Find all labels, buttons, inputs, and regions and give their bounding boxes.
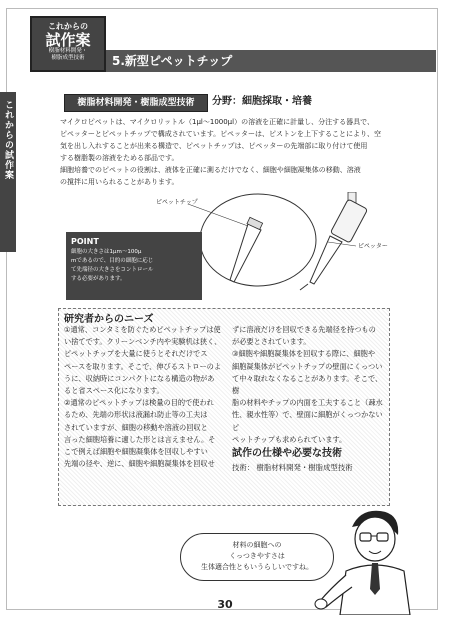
point-line: 細胞の大きさは1μm〜100μ [71, 249, 142, 255]
needs-line: ると省スペース化になります。 [64, 386, 164, 396]
needs-line: 脂の材料やチップの内面を工夫すること（疎水 [232, 398, 383, 408]
needs-line: ペースを取ります。そこで、伸びるストローのよ [64, 361, 222, 371]
intro-line: 細胞培養でのピペットの役割は、液体を正確に測るだけでなく、細胞や細胞凝集体の移動、溶液 [60, 166, 361, 174]
needs-line: うに、収納時にコンパクトになる構造の物があ [64, 373, 215, 383]
bubble-line: 材料の細胞への [232, 541, 282, 549]
intro-text [60, 116, 388, 188]
needs-line: ③細胞や細胞凝集体を回収する際に、細胞や [232, 349, 376, 359]
tip-closeup-circle [200, 194, 316, 286]
needs-left-column [64, 324, 222, 470]
needs-line: 先端の径や、逆に、細胞や細胞凝集体を回収せ [64, 459, 215, 469]
intro-line: ピペッターとピペットチップで構成されています。ピペッターは、ピストンを上下することにより、空 [60, 130, 382, 138]
side-label: これからの試作案 [3, 100, 13, 180]
needs-title: 研究者からのニーズ [64, 314, 154, 325]
bubble-line: くっつきやすさは [229, 552, 285, 560]
needs-line: 言った細胞培養に適した形とは言えません。そ [64, 434, 216, 444]
needs-line: が必要とされています。 [232, 337, 311, 347]
needs-line: て中々取れなくなることがあります。そこで、樹 [232, 373, 383, 396]
pipetter-label: ピペッター [358, 243, 388, 250]
bubble-line: 生体適合性ともいうらしいですね。 [201, 563, 313, 571]
spec-line: 技術： 樹脂材料開発・樹脂成型技術 [232, 463, 353, 472]
intro-line: の撹拌に用いられることがあります。 [60, 178, 179, 186]
field-label: 分野：細胞採取・培養 [212, 96, 312, 107]
needs-line: ずに溶液だけを回収できる先端径を持つもの [232, 325, 376, 334]
needs-line: 細胞凝集体がピペットチップの壁面にくっつい [232, 361, 383, 371]
needs-line: 性、親水性等）で、壁面に細胞がくっつかないピ [232, 410, 383, 432]
spec-title: 試作の仕様や必要な技術 [232, 448, 342, 459]
intro-line: する樹脂製の溶液をためる部品です。 [60, 154, 179, 162]
speech-bubble [180, 533, 334, 581]
point-line: て先端径の大きさをコントロール [71, 267, 154, 273]
tech-label: 樹脂材料開発・樹脂成型技術 [64, 94, 208, 112]
badge-line3a: 樹脂材料開発・ [48, 48, 88, 54]
needs-line: ①通常、コンタミを防ぐためピペットチップは使 [64, 325, 221, 334]
needs-line: ②通常のピペットチップは検量の目的で使われ [64, 398, 214, 408]
tip-label: ピペットチップ [156, 199, 198, 206]
badge-line2: 試作案 [45, 31, 91, 49]
needs-line: るため、先端の形状は液漏れ防止等の工夫は [64, 410, 208, 420]
section-title: 5.新型ピペットチップ [106, 50, 436, 72]
point-line: mであるので、目的の細胞に応じ [71, 258, 154, 264]
point-title: POINT [71, 237, 99, 246]
chapter-badge [30, 16, 106, 72]
intro-line: 気を出し入れすることが出来る構造で、ピペットチップは、ピペッターの先端部に取り付けて使用 [60, 142, 368, 150]
point-line: する必要があります。 [71, 276, 126, 282]
needs-line: こで例えば細胞や細胞凝集体を回収しやすい [64, 447, 208, 457]
needs-line: ピペットチップを大量に使うとそれだけでス [64, 349, 208, 359]
page-number: 30 [217, 598, 233, 611]
needs-line: されていますが、細胞の移動や溶液の回収と [64, 422, 208, 432]
needs-line: ペットチップも求められています。 [232, 434, 347, 444]
needs-right-column [232, 324, 384, 446]
intro-line: マイクロピペットは、マイクロリットル（1μl〜1000μl）の溶液を正確に計量し、分注する器具で、 [60, 118, 374, 126]
point-box [66, 232, 202, 300]
badge-line3b: 樹脂成型技術 [51, 55, 85, 61]
badge-line1: これからの [48, 22, 88, 31]
needs-line: い捨てです。クリーンベンチ内や実験机は狭く、 [64, 337, 222, 347]
